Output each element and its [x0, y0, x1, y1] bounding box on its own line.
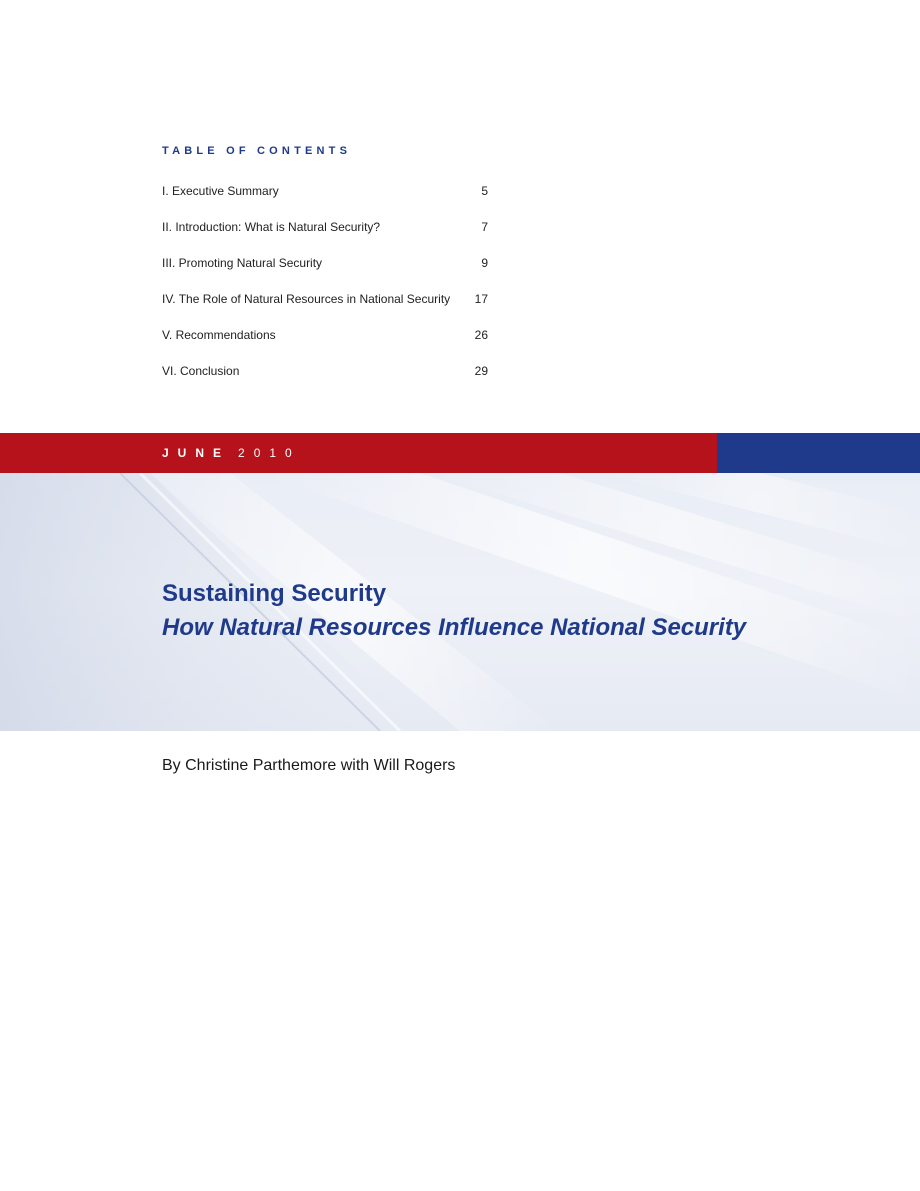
toc-entry-recommendations	[162, 328, 488, 364]
toc-entry-promoting-natural-security	[162, 256, 488, 292]
publication-month: JUNE	[162, 446, 231, 460]
toc-entry-role-of-natural-resources	[162, 292, 488, 328]
toc-entry-page: 26	[474, 328, 488, 342]
toc-entry-page: 17	[474, 292, 488, 306]
date-bar-blue-segment	[717, 433, 920, 473]
toc-entry-page: 9	[481, 256, 488, 270]
toc-entry-page: 29	[474, 364, 488, 378]
cover-banner	[0, 473, 920, 731]
toc-entry-label: III. Promoting Natural Security	[162, 256, 323, 270]
publication-date	[162, 446, 301, 460]
toc-entry-label: I. Executive Summary	[162, 184, 279, 198]
toc-entry-label: IV. The Role of Natural Resources in National Security	[162, 292, 451, 306]
toc-entry-label: VI. Conclusion	[162, 364, 240, 378]
author-byline: By Christine Parthemore with Will Rogers	[162, 757, 456, 774]
date-bar-red-segment	[0, 433, 717, 473]
table-of-contents	[162, 144, 488, 400]
toc-entry-executive-summary	[162, 184, 488, 220]
report-title: Sustaining Security	[162, 580, 387, 607]
banner-background-graphic	[0, 473, 920, 731]
toc-entry-label: II. Introduction: What is Natural Security?	[162, 220, 381, 234]
toc-entry-introduction	[162, 220, 488, 256]
toc-heading: TABLE OF CONTENTS	[162, 145, 352, 157]
toc-entry-page: 7	[481, 220, 488, 234]
toc-list	[162, 184, 488, 400]
toc-entry-conclusion	[162, 364, 488, 400]
publication-year: 2010	[238, 446, 301, 460]
toc-entry-page: 5	[481, 184, 488, 198]
report-subtitle: How Natural Resources Influence National Security	[162, 614, 747, 641]
date-bar	[0, 433, 920, 473]
toc-entry-label: V. Recommendations	[162, 328, 276, 342]
